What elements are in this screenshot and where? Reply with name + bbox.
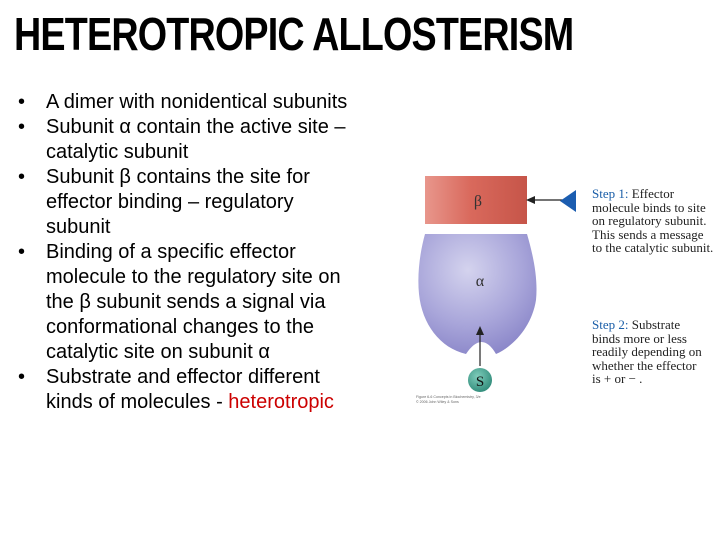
bullet-item bbox=[18, 115, 418, 165]
bullet-marker: • bbox=[18, 166, 26, 188]
alpha-label: α bbox=[475, 273, 485, 290]
bullet-line: conformational changes to the bbox=[46, 316, 314, 338]
step1-line: molecule binds to site bbox=[592, 199, 706, 215]
effector-triangle-icon bbox=[560, 190, 576, 212]
step2-caption bbox=[592, 318, 702, 386]
allosteric-enzyme-figure bbox=[410, 170, 720, 410]
bullet-marker: • bbox=[18, 366, 26, 388]
bullet-line: molecule to the regulatory site on bbox=[46, 266, 341, 288]
bullet-line: the β subunit sends a signal via bbox=[46, 291, 326, 313]
substrate-label: S bbox=[475, 374, 485, 390]
alpha-subunit bbox=[418, 234, 536, 354]
bullet-marker: • bbox=[18, 91, 26, 113]
bullet-line: catalytic subunit bbox=[46, 141, 189, 163]
bullet-marker: • bbox=[18, 241, 26, 263]
bullet-line: catalytic site on subunit α bbox=[46, 341, 270, 363]
step2-line: readily depending on bbox=[592, 344, 702, 359]
step1-line: Effector bbox=[631, 186, 675, 201]
figure-credit-line: © 2006 John Wiley & Sons bbox=[416, 400, 459, 404]
effector-arrowhead bbox=[526, 196, 535, 204]
step2-lead: Step 2: bbox=[592, 317, 629, 332]
step2-line: Substrate bbox=[631, 317, 681, 332]
figure-credit-line: Figure 6-6 Concepts in Biochemistry, 3/e bbox=[416, 395, 481, 399]
bullet-line: Substrate and effector different bbox=[46, 366, 320, 388]
step1-line: to the catalytic subunit. bbox=[592, 240, 714, 255]
step1-caption bbox=[592, 187, 713, 255]
bullet-line: subunit bbox=[46, 216, 111, 238]
bullet-item bbox=[18, 365, 418, 415]
step2-line: binds more or less bbox=[592, 330, 687, 346]
bullet-marker: • bbox=[18, 116, 26, 138]
slide-title: HETEROTROPIC ALLOSTERISM bbox=[14, 8, 574, 60]
bullet-item bbox=[18, 90, 418, 115]
step2-line: whether the effector bbox=[592, 357, 697, 373]
bullet-list bbox=[18, 90, 418, 415]
step1-line: This sends a message bbox=[592, 226, 704, 242]
bullet-line: Binding of a specific effector bbox=[46, 241, 296, 263]
bullet-line: Subunit β contains the site for bbox=[46, 166, 310, 188]
bullet-line: kinds of molecules - bbox=[46, 391, 229, 413]
beta-label: β bbox=[473, 193, 483, 210]
step1-lead: Step 1: bbox=[592, 186, 629, 201]
heterotropic-highlight: heterotropic bbox=[228, 391, 334, 413]
bullet-line: A dimer with nonidentical subunits bbox=[46, 91, 348, 113]
bullet-line: Subunit α contain the active site – bbox=[46, 116, 346, 138]
bullet-line: effector binding – regulatory bbox=[46, 191, 294, 213]
bullet-item bbox=[18, 165, 418, 240]
step1-line: on regulatory subunit. bbox=[592, 213, 707, 228]
step2-line: is + or − . bbox=[592, 371, 643, 386]
bullet-item bbox=[18, 240, 418, 365]
